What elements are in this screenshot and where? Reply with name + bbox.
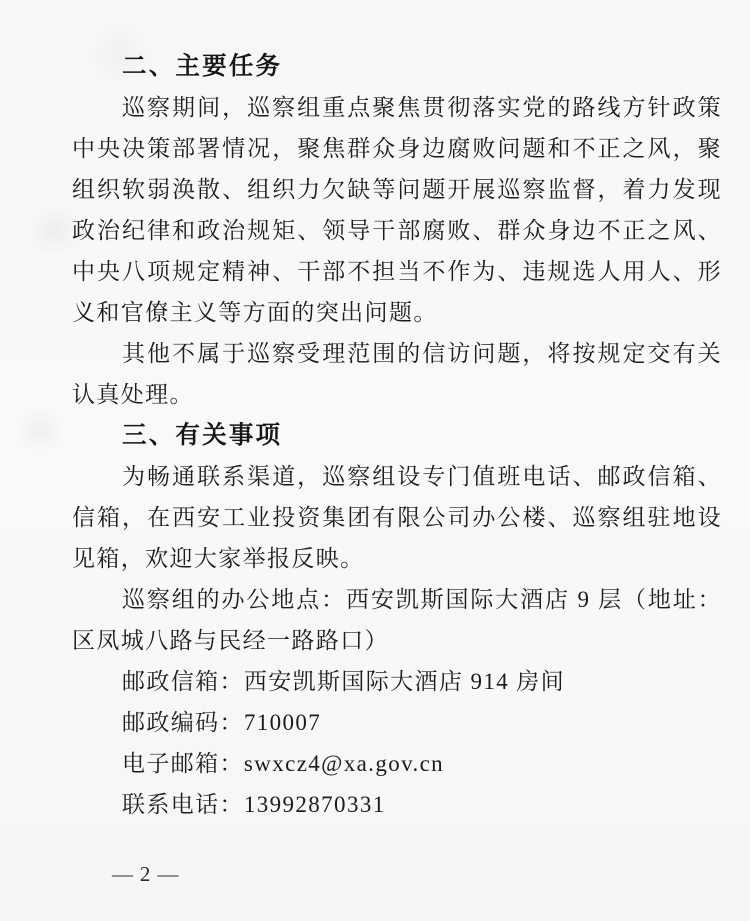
contact-line-postal-code: 邮政编码：710007 xyxy=(122,710,322,735)
body-line: 中央决策部署情况，聚焦群众身边腐败问题和不正之风，聚 xyxy=(72,136,722,161)
contact-line-email: 电子邮箱：swxcz4@xa.gov.cn xyxy=(122,751,445,776)
contact-line-postal-box: 邮政信箱：西安凯斯国际大酒店 914 房间 xyxy=(122,669,565,694)
page-number: — 2 — xyxy=(112,862,180,886)
body-line: 巡察期间，巡察组重点聚焦贯彻落实党的路线方针政策 xyxy=(122,95,722,120)
body-line: 信箱，在西安工业投资集团有限公司办公楼、巡察组驻地设 xyxy=(72,505,722,530)
body-line: 组织软弱涣散、组织力欠缺等问题开展巡察监督，着力发现 xyxy=(72,177,722,202)
section-heading-related-matters: 三、有关事项 xyxy=(122,422,283,449)
body-line: 中央八项规定精神、干部不担当不作为、违规选人用人、形 xyxy=(72,259,722,284)
body-line: 为畅通联系渠道，巡察组设专门值班电话、邮政信箱、 xyxy=(122,464,722,489)
body-line: 认真处理。 xyxy=(72,382,194,407)
body-line: 见箱，欢迎大家举报反映。 xyxy=(72,546,365,571)
body-line: 政治纪律和政治规矩、领导干部腐败、群众身边不正之风、 xyxy=(72,218,722,243)
body-line: 巡察组的办公地点：西安凯斯国际大酒店 9 层（地址： xyxy=(122,587,722,612)
contact-line-phone: 联系电话：13992870331 xyxy=(122,792,386,817)
section-heading-main-tasks: 二、主要任务 xyxy=(122,53,283,80)
body-line: 区凤城八路与民经一路路口） xyxy=(72,628,389,653)
document-body xyxy=(72,46,722,825)
body-line: 其他不属于巡察受理范围的信访问题，将按规定交有关 xyxy=(122,341,722,366)
body-line: 义和官僚主义等方面的突出问题。 xyxy=(72,300,438,325)
